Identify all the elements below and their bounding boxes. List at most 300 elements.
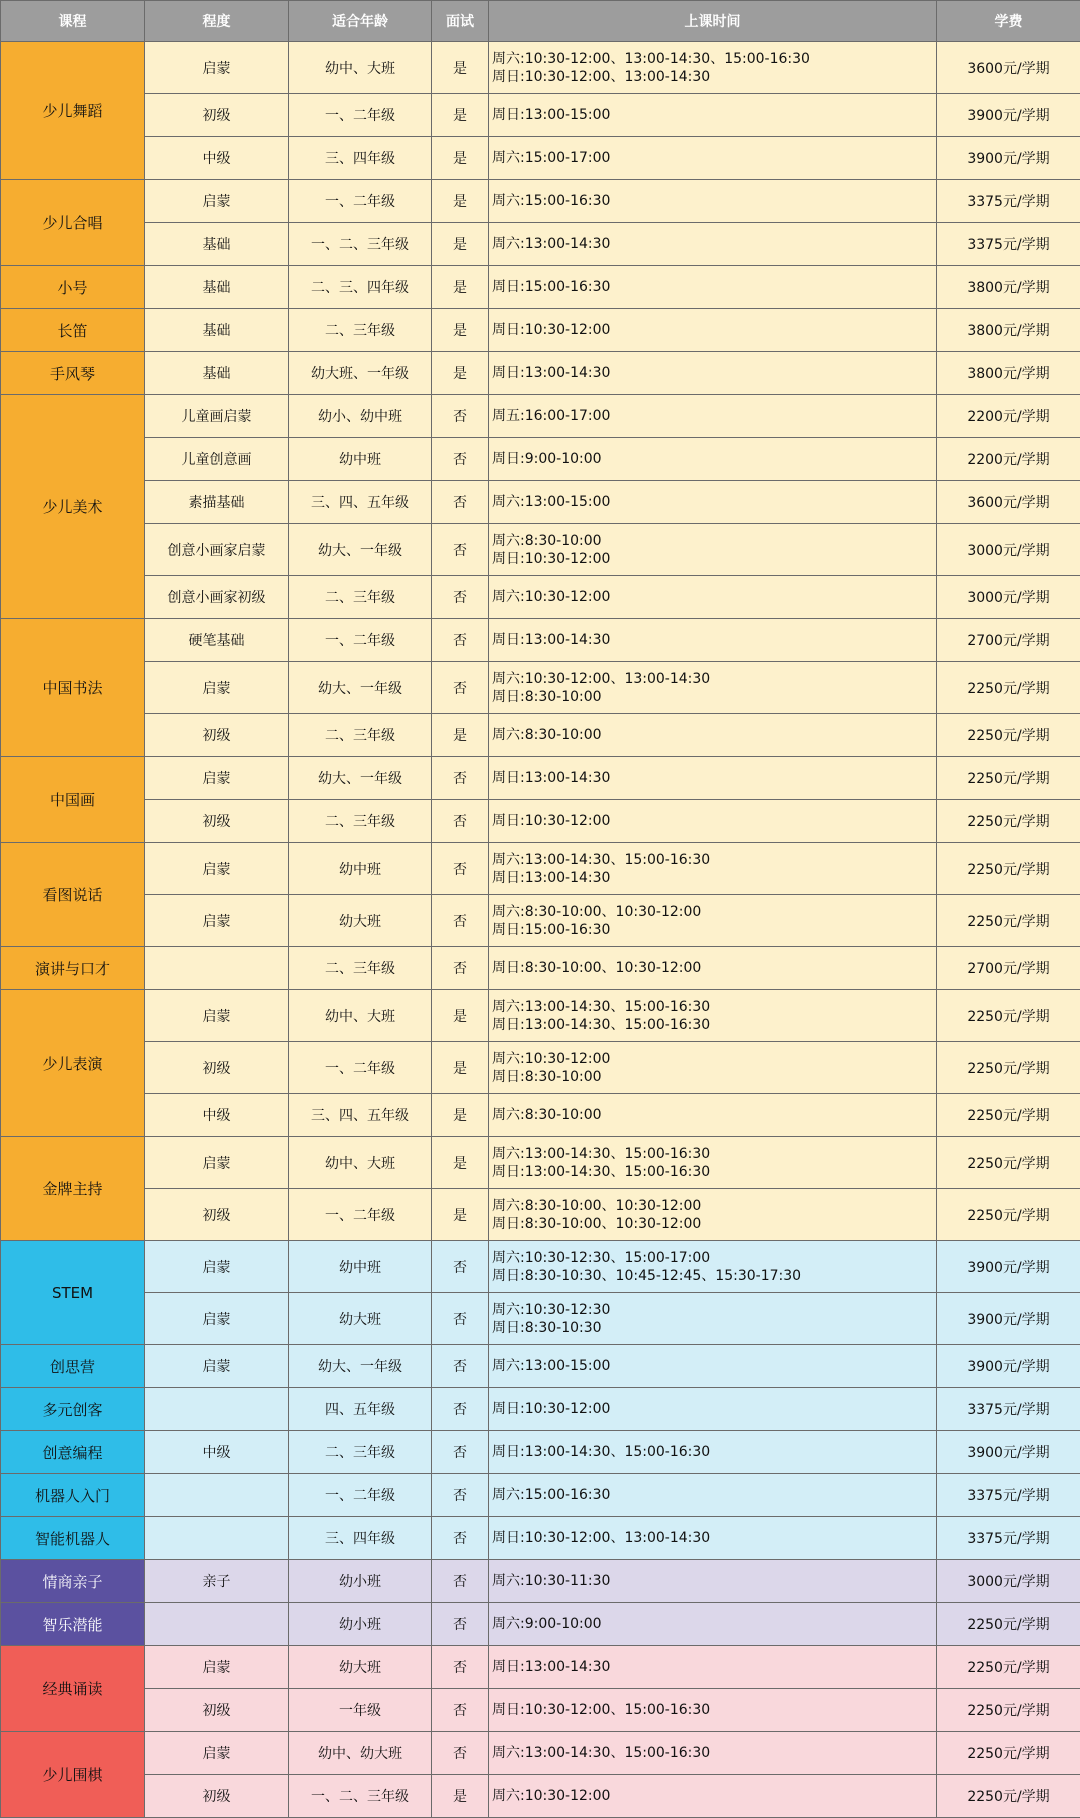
interview-cell: 是 xyxy=(432,42,489,94)
fee-cell: 2250元/学期 xyxy=(937,714,1080,757)
interview-cell: 否 xyxy=(432,1388,489,1431)
schedule-line: 周日:15:00-16:30 xyxy=(492,921,936,939)
schedule-line: 周六:8:30-10:00 xyxy=(492,726,936,744)
age-cell: 二、三年级 xyxy=(289,1431,432,1474)
fee-cell: 3375元/学期 xyxy=(937,223,1080,266)
course-name-cell: 经典诵读 xyxy=(1,1646,145,1732)
interview-cell: 否 xyxy=(432,800,489,843)
fee-cell: 2700元/学期 xyxy=(937,947,1080,990)
level-cell xyxy=(145,1388,289,1431)
level-cell: 儿童画启蒙 xyxy=(145,395,289,438)
table-row xyxy=(1,757,1080,800)
age-cell: 二、三、四年级 xyxy=(289,266,432,309)
age-cell: 一、二年级 xyxy=(289,180,432,223)
schedule-cell xyxy=(489,94,937,137)
table-row xyxy=(1,990,1080,1042)
interview-cell: 是 xyxy=(432,714,489,757)
schedule-cell xyxy=(489,714,937,757)
schedule-cell xyxy=(489,1042,937,1094)
fee-cell: 2250元/学期 xyxy=(937,757,1080,800)
age-cell: 幼中、幼大班 xyxy=(289,1732,432,1775)
age-cell: 幼小班 xyxy=(289,1603,432,1646)
schedule-cell xyxy=(489,757,937,800)
schedule-cell xyxy=(489,895,937,947)
fee-cell: 3000元/学期 xyxy=(937,576,1080,619)
fee-cell: 2250元/学期 xyxy=(937,990,1080,1042)
age-cell: 三、四、五年级 xyxy=(289,1094,432,1137)
table-header-row xyxy=(1,1,1080,42)
fee-cell: 2250元/学期 xyxy=(937,1646,1080,1689)
schedule-cell xyxy=(489,352,937,395)
table-row xyxy=(1,1732,1080,1775)
level-cell: 启蒙 xyxy=(145,662,289,714)
fee-cell: 2250元/学期 xyxy=(937,1775,1080,1818)
course-name-cell: 少儿表演 xyxy=(1,990,145,1137)
table-row xyxy=(1,42,1080,94)
schedule-line: 周日:10:30-12:00、15:00-16:30 xyxy=(492,1701,936,1719)
schedule-line: 周日:10:30-12:00 xyxy=(492,812,936,830)
level-cell: 启蒙 xyxy=(145,757,289,800)
schedule-line: 周日:8:30-10:30、10:45-12:45、15:30-17:30 xyxy=(492,1267,936,1285)
fee-cell: 3375元/学期 xyxy=(937,180,1080,223)
level-cell xyxy=(145,1517,289,1560)
schedule-cell xyxy=(489,1603,937,1646)
schedule-cell xyxy=(489,524,937,576)
schedule-line: 周日:10:30-12:00 xyxy=(492,321,936,339)
fee-cell: 2700元/学期 xyxy=(937,619,1080,662)
interview-cell: 否 xyxy=(432,619,489,662)
header-interview: 面试 xyxy=(432,1,489,42)
schedule-cell xyxy=(489,1094,937,1137)
fee-cell: 2200元/学期 xyxy=(937,438,1080,481)
schedule-cell xyxy=(489,843,937,895)
schedule-line: 周日:13:00-14:30、15:00-16:30 xyxy=(492,1016,936,1034)
course-name-cell: 看图说话 xyxy=(1,843,145,947)
level-cell: 启蒙 xyxy=(145,1646,289,1689)
table-row xyxy=(1,1474,1080,1517)
course-name-cell: 智乐潜能 xyxy=(1,1603,145,1646)
age-cell: 幼中班 xyxy=(289,843,432,895)
level-cell: 启蒙 xyxy=(145,1732,289,1775)
schedule-cell xyxy=(489,1560,937,1603)
schedule-line: 周日:13:00-14:30 xyxy=(492,769,936,787)
age-cell: 一、二年级 xyxy=(289,1042,432,1094)
schedule-line: 周六:15:00-16:30 xyxy=(492,192,936,210)
table-body xyxy=(1,42,1080,1818)
age-cell: 二、三年级 xyxy=(289,947,432,990)
age-cell: 幼小、幼中班 xyxy=(289,395,432,438)
course-name-cell: 中国画 xyxy=(1,757,145,843)
age-cell: 幼中、大班 xyxy=(289,1137,432,1189)
schedule-cell xyxy=(489,1646,937,1689)
age-cell: 一年级 xyxy=(289,1689,432,1732)
schedule-line: 周日:9:00-10:00 xyxy=(492,450,936,468)
schedule-line: 周六:10:30-12:00 xyxy=(492,588,936,606)
schedule-cell xyxy=(489,1517,937,1560)
table-row xyxy=(1,895,1080,947)
course-name-cell: 情商亲子 xyxy=(1,1560,145,1603)
age-cell: 幼大班 xyxy=(289,1646,432,1689)
schedule-cell xyxy=(489,266,937,309)
course-name-cell: 少儿合唱 xyxy=(1,180,145,266)
fee-cell: 3800元/学期 xyxy=(937,309,1080,352)
table-row xyxy=(1,524,1080,576)
interview-cell: 是 xyxy=(432,1189,489,1241)
header-level: 程度 xyxy=(145,1,289,42)
age-cell: 三、四年级 xyxy=(289,137,432,180)
age-cell: 幼中班 xyxy=(289,438,432,481)
header-course: 课程 xyxy=(1,1,145,42)
interview-cell: 是 xyxy=(432,137,489,180)
schedule-cell xyxy=(489,800,937,843)
level-cell: 启蒙 xyxy=(145,42,289,94)
fee-cell: 2200元/学期 xyxy=(937,395,1080,438)
table-row xyxy=(1,1042,1080,1094)
fee-cell: 3800元/学期 xyxy=(937,266,1080,309)
schedule-cell xyxy=(489,1474,937,1517)
age-cell: 幼小班 xyxy=(289,1560,432,1603)
interview-cell: 否 xyxy=(432,438,489,481)
table-row xyxy=(1,1137,1080,1189)
interview-cell: 是 xyxy=(432,1137,489,1189)
table-row xyxy=(1,1775,1080,1818)
schedule-line: 周六:13:00-14:30、15:00-16:30 xyxy=(492,1145,936,1163)
level-cell: 基础 xyxy=(145,223,289,266)
level-cell: 中级 xyxy=(145,1094,289,1137)
interview-cell: 否 xyxy=(432,1474,489,1517)
level-cell: 初级 xyxy=(145,800,289,843)
table-row xyxy=(1,481,1080,524)
fee-cell: 3000元/学期 xyxy=(937,524,1080,576)
level-cell: 初级 xyxy=(145,1189,289,1241)
table-row xyxy=(1,843,1080,895)
fee-cell: 3375元/学期 xyxy=(937,1388,1080,1431)
course-name-cell: 智能机器人 xyxy=(1,1517,145,1560)
fee-cell: 2250元/学期 xyxy=(937,1689,1080,1732)
header-time: 上课时间 xyxy=(489,1,937,42)
schedule-line: 周六:10:30-12:00、13:00-14:30 xyxy=(492,670,936,688)
table-row xyxy=(1,309,1080,352)
fee-cell: 3600元/学期 xyxy=(937,42,1080,94)
table-row xyxy=(1,1560,1080,1603)
course-name-cell: STEM xyxy=(1,1241,145,1345)
table-row xyxy=(1,1689,1080,1732)
schedule-line: 周六:10:30-12:00、13:00-14:30、15:00-16:30 xyxy=(492,50,936,68)
fee-cell: 3375元/学期 xyxy=(937,1517,1080,1560)
table-row xyxy=(1,1431,1080,1474)
schedule-cell xyxy=(489,1189,937,1241)
interview-cell: 否 xyxy=(432,757,489,800)
schedule-line: 周六:9:00-10:00 xyxy=(492,1615,936,1633)
course-name-cell: 创意编程 xyxy=(1,1431,145,1474)
level-cell: 启蒙 xyxy=(145,990,289,1042)
table-row xyxy=(1,137,1080,180)
schedule-line: 周日:13:00-14:30、15:00-16:30 xyxy=(492,1163,936,1181)
table-row xyxy=(1,1094,1080,1137)
interview-cell: 否 xyxy=(432,1241,489,1293)
age-cell: 二、三年级 xyxy=(289,800,432,843)
schedule-cell xyxy=(489,395,937,438)
age-cell: 一、二年级 xyxy=(289,94,432,137)
interview-cell: 否 xyxy=(432,1646,489,1689)
age-cell: 三、四、五年级 xyxy=(289,481,432,524)
fee-cell: 3900元/学期 xyxy=(937,94,1080,137)
level-cell: 初级 xyxy=(145,714,289,757)
table-row xyxy=(1,223,1080,266)
table-row xyxy=(1,94,1080,137)
fee-cell: 3900元/学期 xyxy=(937,1293,1080,1345)
course-name-cell: 长笛 xyxy=(1,309,145,352)
interview-cell: 否 xyxy=(432,524,489,576)
level-cell: 启蒙 xyxy=(145,1241,289,1293)
table-row xyxy=(1,1189,1080,1241)
age-cell: 幼大、一年级 xyxy=(289,757,432,800)
age-cell: 幼大班 xyxy=(289,895,432,947)
schedule-cell xyxy=(489,1689,937,1732)
table-row xyxy=(1,947,1080,990)
schedule-line: 周六:10:30-12:00 xyxy=(492,1050,936,1068)
schedule-line: 周六:13:00-14:30、15:00-16:30 xyxy=(492,851,936,869)
interview-cell: 否 xyxy=(432,1345,489,1388)
schedule-line: 周五:16:00-17:00 xyxy=(492,407,936,425)
schedule-line: 周六:15:00-16:30 xyxy=(492,1486,936,1504)
course-name-cell: 小号 xyxy=(1,266,145,309)
table-row xyxy=(1,438,1080,481)
age-cell: 一、二年级 xyxy=(289,1189,432,1241)
schedule-cell xyxy=(489,1775,937,1818)
level-cell: 启蒙 xyxy=(145,1137,289,1189)
age-cell: 幼大、一年级 xyxy=(289,662,432,714)
age-cell: 幼大、一年级 xyxy=(289,1345,432,1388)
schedule-line: 周日:13:00-14:30 xyxy=(492,631,936,649)
level-cell: 基础 xyxy=(145,352,289,395)
table-row xyxy=(1,619,1080,662)
schedule-cell xyxy=(489,438,937,481)
schedule-cell xyxy=(489,223,937,266)
interview-cell: 否 xyxy=(432,843,489,895)
fee-cell: 2250元/学期 xyxy=(937,1603,1080,1646)
course-name-cell: 多元创客 xyxy=(1,1388,145,1431)
age-cell: 三、四年级 xyxy=(289,1517,432,1560)
schedule-line: 周日:8:30-10:00、10:30-12:00 xyxy=(492,1215,936,1233)
schedule-line: 周六:8:30-10:00、10:30-12:00 xyxy=(492,1197,936,1215)
course-name-cell: 少儿围棋 xyxy=(1,1732,145,1818)
interview-cell: 否 xyxy=(432,1431,489,1474)
interview-cell: 否 xyxy=(432,1689,489,1732)
fee-cell: 3900元/学期 xyxy=(937,1241,1080,1293)
interview-cell: 是 xyxy=(432,94,489,137)
table-row xyxy=(1,266,1080,309)
course-name-cell: 中国书法 xyxy=(1,619,145,757)
schedule-line: 周六:13:00-14:30、15:00-16:30 xyxy=(492,998,936,1016)
interview-cell: 否 xyxy=(432,576,489,619)
schedule-cell xyxy=(489,180,937,223)
schedule-line: 周日:8:30-10:00、10:30-12:00 xyxy=(492,959,936,977)
fee-cell: 2250元/学期 xyxy=(937,843,1080,895)
course-name-cell: 金牌主持 xyxy=(1,1137,145,1241)
fee-cell: 3375元/学期 xyxy=(937,1474,1080,1517)
age-cell: 二、三年级 xyxy=(289,576,432,619)
level-cell: 亲子 xyxy=(145,1560,289,1603)
fee-cell: 2250元/学期 xyxy=(937,1042,1080,1094)
course-name-cell: 少儿舞蹈 xyxy=(1,42,145,180)
fee-cell: 3800元/学期 xyxy=(937,352,1080,395)
schedule-line: 周日:13:00-15:00 xyxy=(492,106,936,124)
schedule-cell xyxy=(489,481,937,524)
schedule-cell xyxy=(489,619,937,662)
level-cell: 素描基础 xyxy=(145,481,289,524)
schedule-line: 周日:15:00-16:30 xyxy=(492,278,936,296)
schedule-cell xyxy=(489,137,937,180)
schedule-cell xyxy=(489,947,937,990)
schedule-line: 周六:8:30-10:00 xyxy=(492,1106,936,1124)
table-row xyxy=(1,395,1080,438)
fee-cell: 2250元/学期 xyxy=(937,800,1080,843)
age-cell: 二、三年级 xyxy=(289,714,432,757)
schedule-line: 周六:8:30-10:00、10:30-12:00 xyxy=(492,903,936,921)
fee-cell: 3000元/学期 xyxy=(937,1560,1080,1603)
interview-cell: 是 xyxy=(432,309,489,352)
age-cell: 一、二、三年级 xyxy=(289,223,432,266)
schedule-line: 周六:10:30-12:30、15:00-17:00 xyxy=(492,1249,936,1267)
schedule-line: 周六:13:00-15:00 xyxy=(492,1357,936,1375)
age-cell: 幼大班 xyxy=(289,1293,432,1345)
schedule-line: 周日:13:00-14:30、15:00-16:30 xyxy=(492,1443,936,1461)
table-row xyxy=(1,1517,1080,1560)
schedule-line: 周六:10:30-11:30 xyxy=(492,1572,936,1590)
fee-cell: 2250元/学期 xyxy=(937,895,1080,947)
level-cell: 初级 xyxy=(145,1775,289,1818)
age-cell: 二、三年级 xyxy=(289,309,432,352)
table-row xyxy=(1,1646,1080,1689)
course-name-cell: 机器人入门 xyxy=(1,1474,145,1517)
course-name-cell: 演讲与口才 xyxy=(1,947,145,990)
interview-cell: 否 xyxy=(432,481,489,524)
course-name-cell: 手风琴 xyxy=(1,352,145,395)
level-cell: 启蒙 xyxy=(145,843,289,895)
level-cell: 启蒙 xyxy=(145,895,289,947)
age-cell: 一、二年级 xyxy=(289,1474,432,1517)
interview-cell: 是 xyxy=(432,266,489,309)
interview-cell: 否 xyxy=(432,1293,489,1345)
age-cell: 幼大、一年级 xyxy=(289,524,432,576)
schedule-cell xyxy=(489,1388,937,1431)
table-row xyxy=(1,714,1080,757)
fee-cell: 3900元/学期 xyxy=(937,137,1080,180)
header-age: 适合年龄 xyxy=(289,1,432,42)
schedule-cell xyxy=(489,1137,937,1189)
age-cell: 一、二、三年级 xyxy=(289,1775,432,1818)
schedule-cell xyxy=(489,1241,937,1293)
interview-cell: 否 xyxy=(432,895,489,947)
level-cell: 硬笔基础 xyxy=(145,619,289,662)
schedule-line: 周日:8:30-10:00 xyxy=(492,1068,936,1086)
interview-cell: 否 xyxy=(432,395,489,438)
schedule-line: 周日:10:30-12:00、13:00-14:30 xyxy=(492,68,936,86)
fee-cell: 2250元/学期 xyxy=(937,662,1080,714)
schedule-line: 周六:10:30-12:30 xyxy=(492,1301,936,1319)
level-cell: 中级 xyxy=(145,137,289,180)
fee-cell: 2250元/学期 xyxy=(937,1189,1080,1241)
course-name-cell: 创思营 xyxy=(1,1345,145,1388)
level-cell: 初级 xyxy=(145,94,289,137)
schedule-line: 周日:13:00-14:30 xyxy=(492,1658,936,1676)
level-cell: 启蒙 xyxy=(145,180,289,223)
schedule-line: 周日:10:30-12:00 xyxy=(492,550,936,568)
age-cell: 幼中班 xyxy=(289,1241,432,1293)
interview-cell: 是 xyxy=(432,223,489,266)
header-fee: 学费 xyxy=(937,1,1080,42)
interview-cell: 否 xyxy=(432,1603,489,1646)
age-cell: 幼中、大班 xyxy=(289,42,432,94)
interview-cell: 否 xyxy=(432,1517,489,1560)
age-cell: 一、二年级 xyxy=(289,619,432,662)
fee-cell: 2250元/学期 xyxy=(937,1094,1080,1137)
level-cell xyxy=(145,1474,289,1517)
table-row xyxy=(1,1241,1080,1293)
table-row xyxy=(1,352,1080,395)
interview-cell: 是 xyxy=(432,1042,489,1094)
schedule-line: 周六:8:30-10:00 xyxy=(492,532,936,550)
interview-cell: 是 xyxy=(432,352,489,395)
schedule-line: 周日:10:30-12:00 xyxy=(492,1400,936,1418)
schedule-cell xyxy=(489,42,937,94)
schedule-cell xyxy=(489,1431,937,1474)
level-cell xyxy=(145,947,289,990)
table-row xyxy=(1,800,1080,843)
schedule-line: 周日:10:30-12:00、13:00-14:30 xyxy=(492,1529,936,1547)
schedule-line: 周日:8:30-10:00 xyxy=(492,688,936,706)
age-cell: 幼中、大班 xyxy=(289,990,432,1042)
table-row xyxy=(1,1603,1080,1646)
schedule-line: 周六:15:00-17:00 xyxy=(492,149,936,167)
fee-cell: 3900元/学期 xyxy=(937,1345,1080,1388)
level-cell: 中级 xyxy=(145,1431,289,1474)
schedule-cell xyxy=(489,309,937,352)
schedule-cell xyxy=(489,1732,937,1775)
fee-cell: 3600元/学期 xyxy=(937,481,1080,524)
schedule-cell xyxy=(489,576,937,619)
schedule-cell xyxy=(489,1293,937,1345)
table-row xyxy=(1,662,1080,714)
level-cell xyxy=(145,1603,289,1646)
level-cell: 基础 xyxy=(145,309,289,352)
level-cell: 儿童创意画 xyxy=(145,438,289,481)
interview-cell: 是 xyxy=(432,1094,489,1137)
schedule-cell xyxy=(489,1345,937,1388)
interview-cell: 是 xyxy=(432,180,489,223)
interview-cell: 否 xyxy=(432,1732,489,1775)
level-cell: 基础 xyxy=(145,266,289,309)
fee-cell: 2250元/学期 xyxy=(937,1732,1080,1775)
level-cell: 初级 xyxy=(145,1042,289,1094)
interview-cell: 否 xyxy=(432,1560,489,1603)
schedule-line: 周日:13:00-14:30 xyxy=(492,364,936,382)
table-row xyxy=(1,576,1080,619)
level-cell: 启蒙 xyxy=(145,1345,289,1388)
interview-cell: 否 xyxy=(432,947,489,990)
fee-cell: 3900元/学期 xyxy=(937,1431,1080,1474)
interview-cell: 否 xyxy=(432,662,489,714)
fee-cell: 2250元/学期 xyxy=(937,1137,1080,1189)
interview-cell: 是 xyxy=(432,990,489,1042)
table-row xyxy=(1,180,1080,223)
level-cell: 创意小画家启蒙 xyxy=(145,524,289,576)
schedule-line: 周六:13:00-15:00 xyxy=(492,493,936,511)
level-cell: 创意小画家初级 xyxy=(145,576,289,619)
schedule-line: 周六:13:00-14:30、15:00-16:30 xyxy=(492,1744,936,1762)
schedule-cell xyxy=(489,662,937,714)
